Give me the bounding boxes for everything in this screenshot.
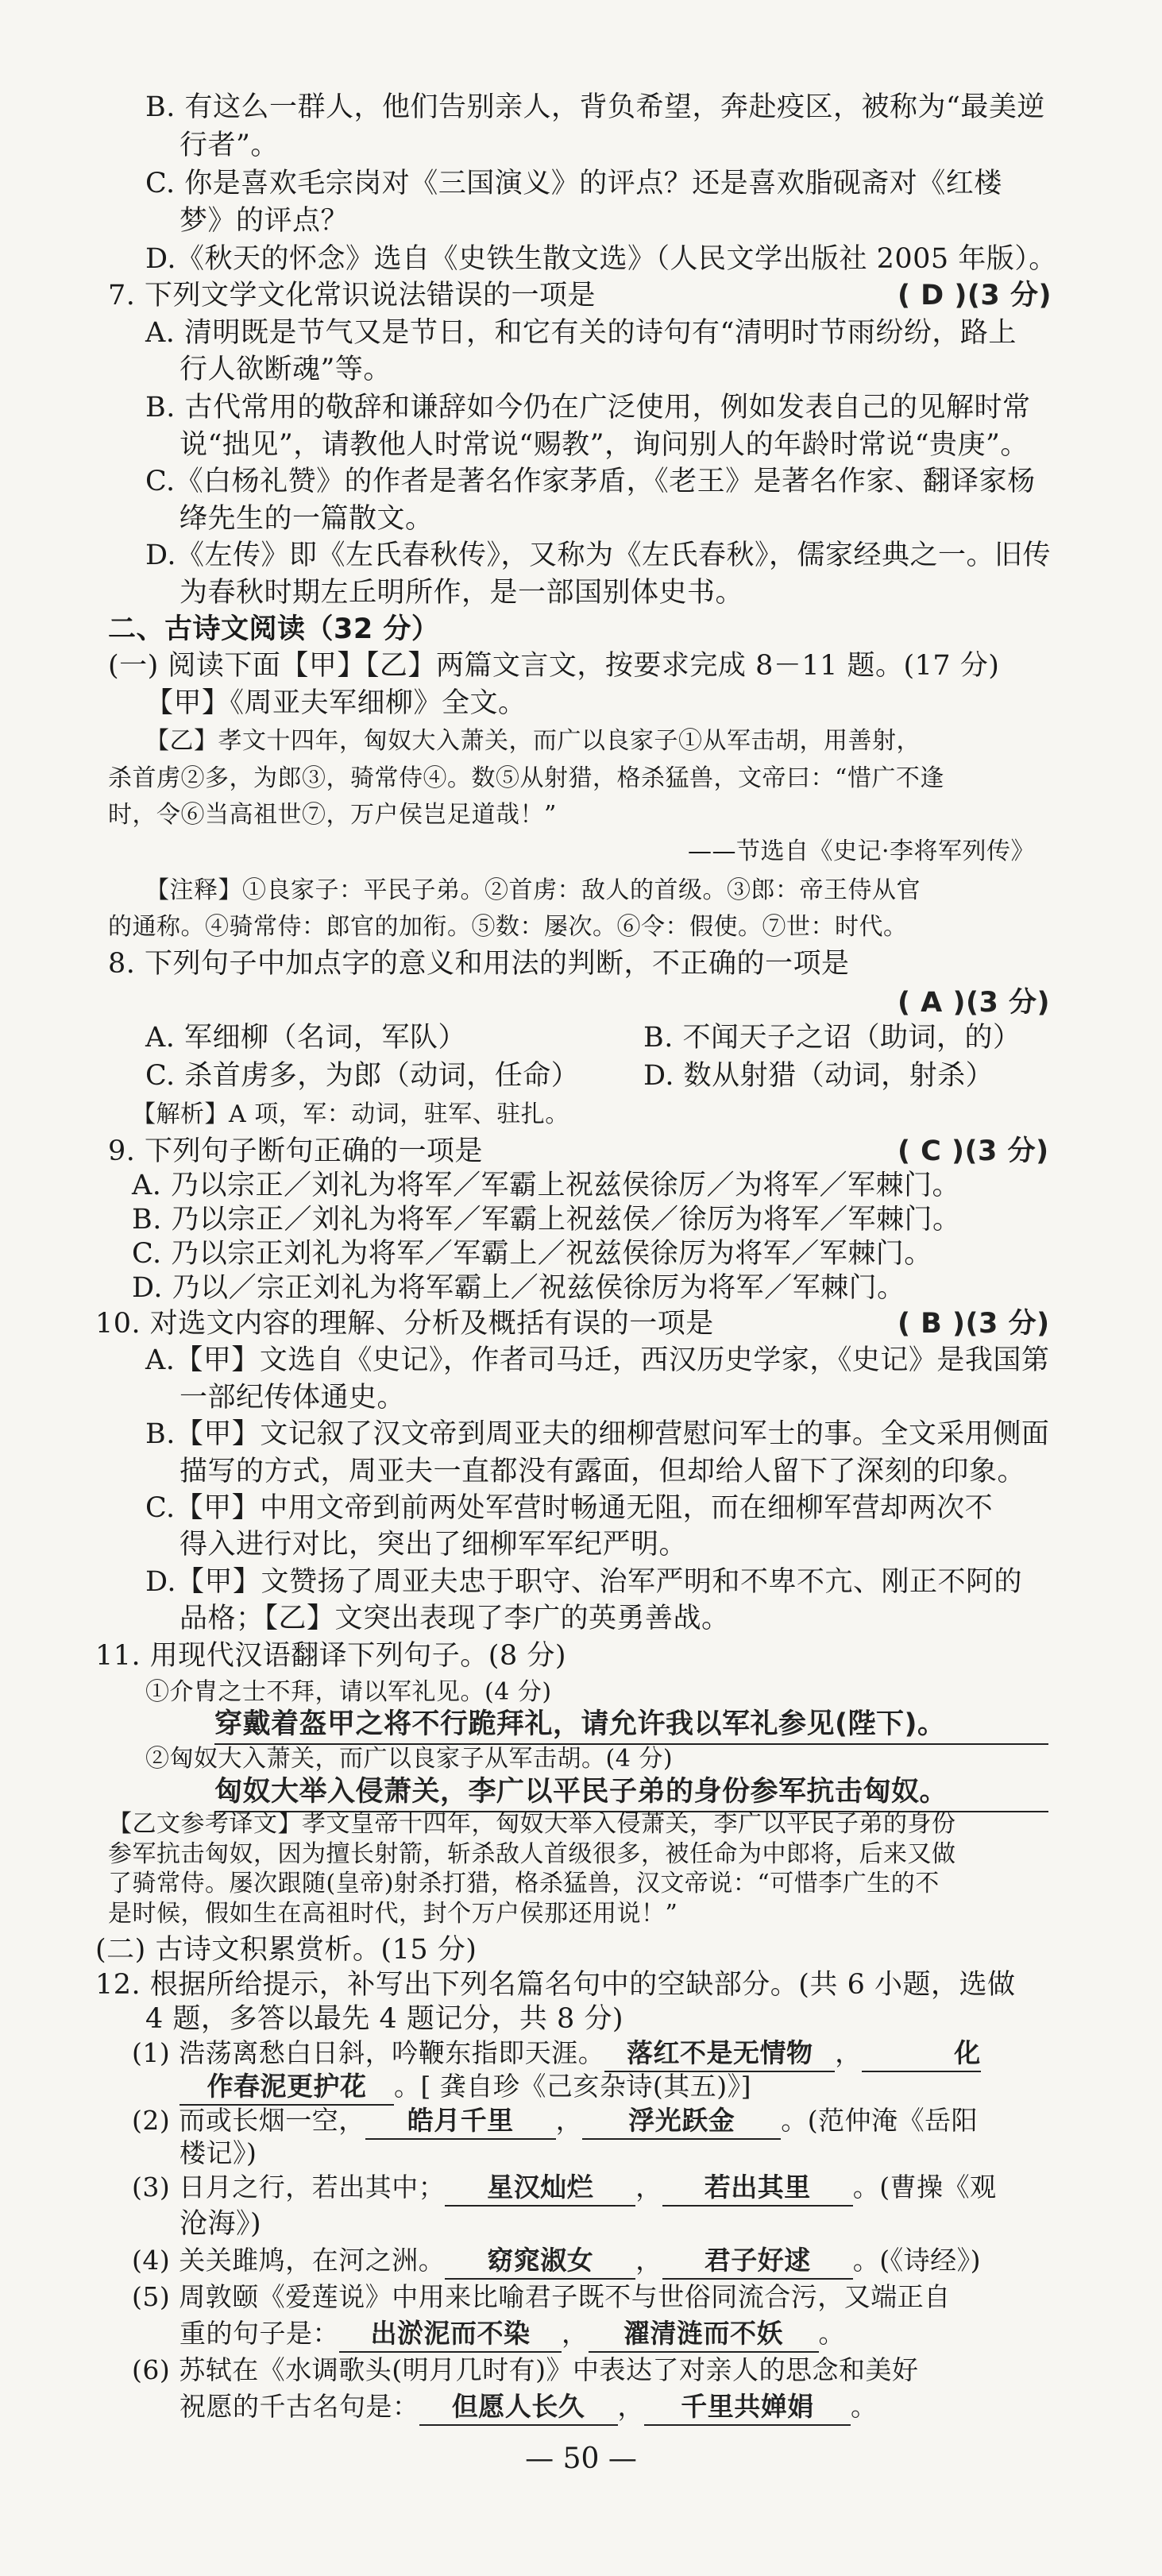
q7-c-line1: C.《白杨礼赞》的作者是著名作家茅盾，《老王》是著名作家、翻译家杨 bbox=[145, 466, 1036, 497]
q8-answer: ( A )(3 分) bbox=[898, 987, 1050, 1019]
q9-option-c: C. 乃以宗正刘礼为将军／军霸上／祝兹侯徐厉为将军／军棘门。 bbox=[132, 1238, 932, 1270]
q9-option-d: D. 乃以／宗正刘礼为将军霸上／祝兹侯徐厉为将军／军棘门。 bbox=[132, 1272, 905, 1304]
q12-item1-answer2b: 作春泥更护花 bbox=[180, 2069, 394, 2106]
q7-b-line2: 说“拙见”，请教他人时常说“赐教”，询问别人的年龄时常说“贵庚”。 bbox=[180, 429, 1029, 461]
q12-item2-answer1: 皓月千里 bbox=[365, 2103, 556, 2140]
passage-yi-line1: 【乙】孝文十四年，匈奴大入萧关，而广以良家子①从军击胡，用善射， bbox=[145, 727, 921, 755]
q12-item6-line2: 祝愿的千古名句是： 但愿人长久 ， 千里共婵娟 。 bbox=[180, 2387, 878, 2427]
q12-item4: (4) 关关雎鸠，在河之洲。 窈窕淑女 ， 君子好逑 。(《诗经》) bbox=[132, 2241, 981, 2280]
q12-item6-text: (6) 苏轼在《水调歌头(明月几时有)》中表达了对亲人的思念和美好 bbox=[132, 2354, 919, 2385]
q10-c-line1: C.【甲】中用文帝到前两处军营时畅通无阻，而在细柳军营却两次不 bbox=[145, 1492, 994, 1524]
q12-item2-text: (2) 而或长烟一空， bbox=[132, 2105, 365, 2136]
passage-source: ——节选自《史记·李将军列传》 bbox=[688, 837, 1036, 865]
q12-item2-answer2: 浮光跃金 bbox=[582, 2103, 781, 2140]
q12-item1-source: 。[ 龚自珍《己亥杂诗(其五)》] bbox=[394, 2071, 751, 2102]
q12-item6-line1 bbox=[132, 2350, 918, 2390]
q12-item5-text: (5) 周敦颐《爱莲说》中用来比喻君子既不与世俗同流合污，又端正自 bbox=[132, 2281, 951, 2312]
q11-translation-line3: 了骑常侍。屡次跟随(皇帝)射杀打猎，格杀猛兽，汉文帝说：“可惜李广生的不 bbox=[108, 1870, 940, 1897]
q12-item5-lead: 重的句子是： bbox=[180, 2318, 339, 2349]
q11-translation-line1: 【乙文参考译文】孝文皇帝十四年，匈奴大举入侵萧关，李广以平民子弟的身份 bbox=[108, 1810, 956, 1838]
q8-option-c: C. 杀首虏多，为郎（动词，任命） bbox=[145, 1060, 580, 1092]
note-line1: 【注释】①良家子：平民子弟。②首虏：敌人的首级。③郎：帝王侍从官 bbox=[145, 876, 921, 904]
q12-item5-answer1: 出淤泥而不染 bbox=[339, 2316, 562, 2353]
q11-stem: 11. 用现代汉语翻译下列句子。(8 分) bbox=[95, 1640, 566, 1672]
q8-option-a: A. 军细柳（名词，军队） bbox=[145, 1022, 467, 1054]
q11-sentence1: ①介胄之士不拜，请以军礼见。(4 分) bbox=[145, 1678, 552, 1706]
q12-item2-source: 。(范仲淹《岳阳 bbox=[781, 2105, 979, 2136]
q12-item6-answer2: 千里共婵娟 bbox=[644, 2389, 851, 2426]
option-c-line1: C. 你是喜欢毛宗岗对《三国演义》的评点？还是喜欢脂砚斋对《红楼 bbox=[145, 168, 1002, 199]
q8-option-d: D. 数从射猎（动词，射杀） bbox=[643, 1060, 994, 1092]
q12-item2-line2: 楼记》) bbox=[180, 2137, 257, 2168]
q12-item3-answer2: 若出其里 bbox=[662, 2170, 853, 2207]
q10-d-line2: 品格；【乙】文突出表现了李广的英勇善战。 bbox=[180, 1603, 730, 1634]
q10-a-line1: A.【甲】文选自《史记》，作者司马迁，西汉历史学家，《史记》是我国第 bbox=[145, 1344, 1050, 1376]
passage-jia: 【甲】《周亚夫军细柳》全文。 bbox=[145, 687, 527, 719]
page-number: — 50 — bbox=[525, 2443, 637, 2475]
q8-stem: 8. 下列句子中加点字的意义和用法的判断，不正确的一项是 bbox=[108, 948, 850, 980]
q12-item5-line2: 重的句子是： 出淤泥而不染 ， 濯清涟而不妖 。 bbox=[180, 2314, 845, 2354]
passage-yi-line3: 时，令⑥当高祖世⑦，万户侯岂足道哉！” bbox=[108, 801, 557, 829]
q7-answer: ( D )(3 分) bbox=[898, 280, 1052, 311]
q8-explanation: 【解析】A 项，军：动词，驻军、驻扎。 bbox=[132, 1100, 569, 1128]
q12-item2-line1: (2) 而或长烟一空， 皓月千里 ， 浮光跃金 。(范仲淹《岳阳 bbox=[132, 2101, 978, 2141]
q10-a-line2: 一部纪传体通史。 bbox=[180, 1382, 406, 1414]
q9-stem: 9. 下列句子断句正确的一项是 bbox=[108, 1135, 484, 1167]
q12-item1-text: (1) 浩荡离愁白日斜，吟鞭东指即天涯。 bbox=[132, 2037, 605, 2068]
q12-item1-answer1: 落红不是无情物 bbox=[604, 2036, 835, 2072]
q11-answer2: 匈奴大举入侵萧关，李广以平民子弟的身份参军抗击匈奴。 bbox=[214, 1773, 1048, 1812]
q12-item6-answer1: 但愿人长久 bbox=[419, 2389, 618, 2426]
q9-option-a: A. 乃以宗正／刘礼为将军／军霸上祝兹侯徐厉／为将军／军棘门。 bbox=[132, 1170, 961, 1201]
q12-item3-line1: (3) 日月之行，若出其中； 星汉灿烂 ， 若出其里 。(曹操《观 bbox=[132, 2168, 997, 2207]
q10-c-line2: 得入进行对比，突出了细柳军军纪严明。 bbox=[180, 1529, 688, 1561]
q12-stem-line1: 12. 根据所给提示，补写出下列名篇名句中的空缺部分。(共 6 小题，选做 bbox=[95, 1969, 1016, 2001]
q9-answer: ( C )(3 分) bbox=[898, 1135, 1049, 1167]
option-c-line2: 梦》的评点？ bbox=[180, 205, 349, 237]
q7-a-line1: A. 清明既是节气又是节日，和它有关的诗句有“清明时节雨纷纷，路上 bbox=[145, 317, 1017, 349]
q12-item1-line1: (1) 浩荡离愁白日斜，吟鞭东指即天涯。 落红不是无情物 ， 化 bbox=[132, 2033, 981, 2073]
q7-a-line2: 行人欲断魂”等。 bbox=[180, 354, 392, 385]
q11-translation-line2: 参军抗击匈奴，因为擅长射箭，斩杀敌人首级很多，被任命为中郎将，后来又做 bbox=[108, 1840, 956, 1868]
q12-item3-text: (3) 日月之行，若出其中； bbox=[132, 2172, 446, 2203]
q12-item6-lead: 祝愿的千古名句是： bbox=[180, 2391, 419, 2422]
passage-yi-line2: 杀首虏②多，为郎③，骑常侍④。数⑤从射猎，格杀猛兽，文帝曰：“惜广不逢 bbox=[108, 764, 944, 792]
section2-sub1: (一) 阅读下面【甲】【乙】两篇文言文，按要求完成 8－11 题。(17 分) bbox=[108, 650, 1000, 682]
q10-answer: ( B )(3 分) bbox=[898, 1308, 1050, 1340]
q12-item4-source: 。(《诗经》) bbox=[852, 2245, 981, 2276]
q7-stem: 7. 下列文学文化常识说法错误的一项是 bbox=[108, 280, 596, 311]
section2-sub2: (二) 古诗文积累赏析。(15 分) bbox=[95, 1934, 477, 1966]
q10-b-line1: B.【甲】文记叙了汉文帝到周亚夫的细柳营慰问军士的事。全文采用侧面 bbox=[145, 1418, 1050, 1450]
q11-sentence2: ②匈奴大入萧关，而广以良家子从军击胡。(4 分) bbox=[145, 1745, 674, 1773]
q11-answer1: 穿戴着盔甲之将不行跪拜礼，请允许我以军礼参见(陛下)。 bbox=[214, 1705, 1048, 1745]
q8-option-b: B. 不闻天子之诏（助词，的） bbox=[643, 1022, 1021, 1054]
q12-item4-answer1: 窈窕淑女 bbox=[445, 2243, 635, 2280]
q9-option-b: B. 乃以宗正／刘礼为将军／军霸上祝兹侯／徐厉为将军／军棘门。 bbox=[132, 1204, 961, 1236]
q12-item3-source: 。(曹操《观 bbox=[852, 2172, 997, 2203]
q7-c-line2: 绛先生的一篇散文。 bbox=[180, 503, 434, 535]
q11-translation-line4: 是时候，假如生在高祖时代，封个万户侯那还用说！” bbox=[108, 1900, 678, 1928]
option-d-line1: D.《秋天的怀念》选自《史铁生散文选》（人民文学出版社 2005 年版）。 bbox=[145, 243, 1057, 275]
q7-d-line2: 为春秋时期左丘明所作，是一部国别体史书。 bbox=[180, 577, 744, 609]
q7-d-line1: D.《左传》即《左氏春秋传》，又称为《左氏春秋》，儒家经典之一。旧传 bbox=[145, 540, 1051, 571]
q10-b-line2: 描写的方式，周亚夫一直都没有露面，但却给人留下了深刻的印象。 bbox=[180, 1456, 1026, 1487]
q12-item4-text: (4) 关关雎鸠，在河之洲。 bbox=[132, 2245, 446, 2276]
q12-item3-answer1: 星汉灿烂 bbox=[445, 2170, 635, 2207]
q7-b-line1: B. 古代常用的敬辞和谦辞如今仍在广泛使用，例如发表自己的见解时常 bbox=[145, 392, 1031, 424]
option-b-line2: 行者”。 bbox=[180, 130, 279, 161]
q12-item5-answer2: 濯清涟而不妖 bbox=[589, 2316, 819, 2353]
section2-title: 二、古诗文阅读（32 分） bbox=[108, 613, 440, 645]
q10-d-line1: D.【甲】文赞扬了周亚夫忠于职守、治军严明和不卑不亢、刚正不阿的 bbox=[145, 1566, 1022, 1598]
q12-item4-answer2: 君子好逑 bbox=[662, 2243, 853, 2280]
note-line2: 的通称。④骑常侍：郎官的加衔。⑤数：屡次。⑥令：假使。⑦世：时代。 bbox=[108, 913, 908, 941]
q12-item1-answer2a: 化 bbox=[862, 2036, 981, 2072]
q12-item3-line2: 沧海》) bbox=[180, 2208, 262, 2240]
q12-item5-line1 bbox=[132, 2277, 951, 2317]
q12-stem-line2: 4 题，多答以最先 4 题记分，共 8 分) bbox=[145, 2003, 624, 2035]
q10-stem: 10. 对选文内容的理解、分析及概括有误的一项是 bbox=[95, 1308, 714, 1340]
option-b-line1: B. 有这么一群人，他们告别亲人，背负希望，奔赴疫区，被称为“最美逆 bbox=[145, 91, 1045, 123]
